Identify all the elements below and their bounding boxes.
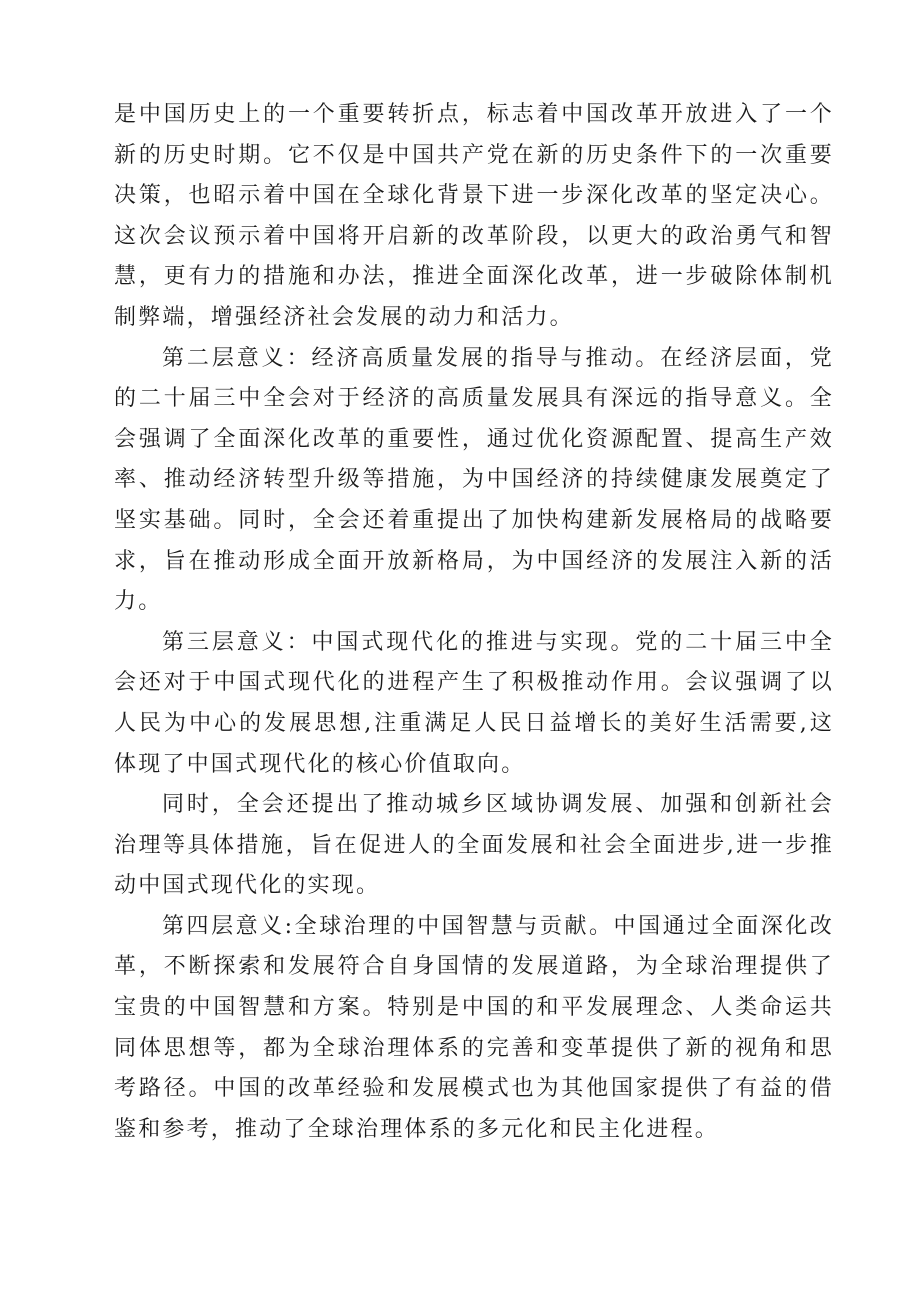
document-body [114, 95, 834, 1150]
paragraph-fourth-significance: 第四层意义:全球治理的中国智慧与贡献。中国通过全面深化改革，不断探索和发展符合自身国情的发展道路，为全球治理提供了宝贵的中国智慧和方案。特别是中国的和平发展理念、人类命运共同体思想等，都为全球治理体系的完善和变革提供了新的视角和思考路径。中国的改革经验和发展模式也为其他国家提供了有益的借鉴和参考，推动了全球治理体系的多元化和民主化进程。 [114, 913, 834, 1142]
paragraph-third-significance-continued: 同时，全会还提出了推动城乡区域协调发展、加强和创新社会治理等具体措施，旨在促进人的全面发展和社会全面进步,进一步推动中国式现代化的实现。 [114, 792, 834, 899]
paragraph-second-significance: 第二层意义：经济高质量发展的指导与推动。在经济层面，党的二十届三中全会对于经济的高质量发展具有深远的指导意义。全会强调了全面深化改革的重要性，通过优化资源配置、提高生产效率、推动经济转型升级等措施，为中国经济的持续健康发展奠定了坚实基础。同时，全会还着重提出了加快构建新发展格局的战略要求，旨在推动形成全面开放新格局，为中国经济的发展注入新的活力。 [114, 345, 834, 615]
paragraph-third-significance: 第三层意义：中国式现代化的推进与实现。党的二十届三中全会还对于中国式现代化的进程产生了积极推动作用。会议强调了以人民为中心的发展思想,注重满足人民日益增长的美好生活需要,这体现了中国式现代化的核心价值取向。 [114, 629, 834, 777]
paragraph-intro-continued: 是中国历史上的一个重要转折点，标志着中国改革开放进入了一个新的历史时期。它不仅是中国共产党在新的历史条件下的一次重要决策，也昭示着中国在全球化背景下进一步深化改革的坚定决心。这次会议预示着中国将开启新的改革阶段，以更大的政治勇气和智慧，更有力的措施和办法，推进全面深化改革，进一步破除体制机制弊端，增强经济社会发展的动力和活力。 [114, 102, 834, 330]
